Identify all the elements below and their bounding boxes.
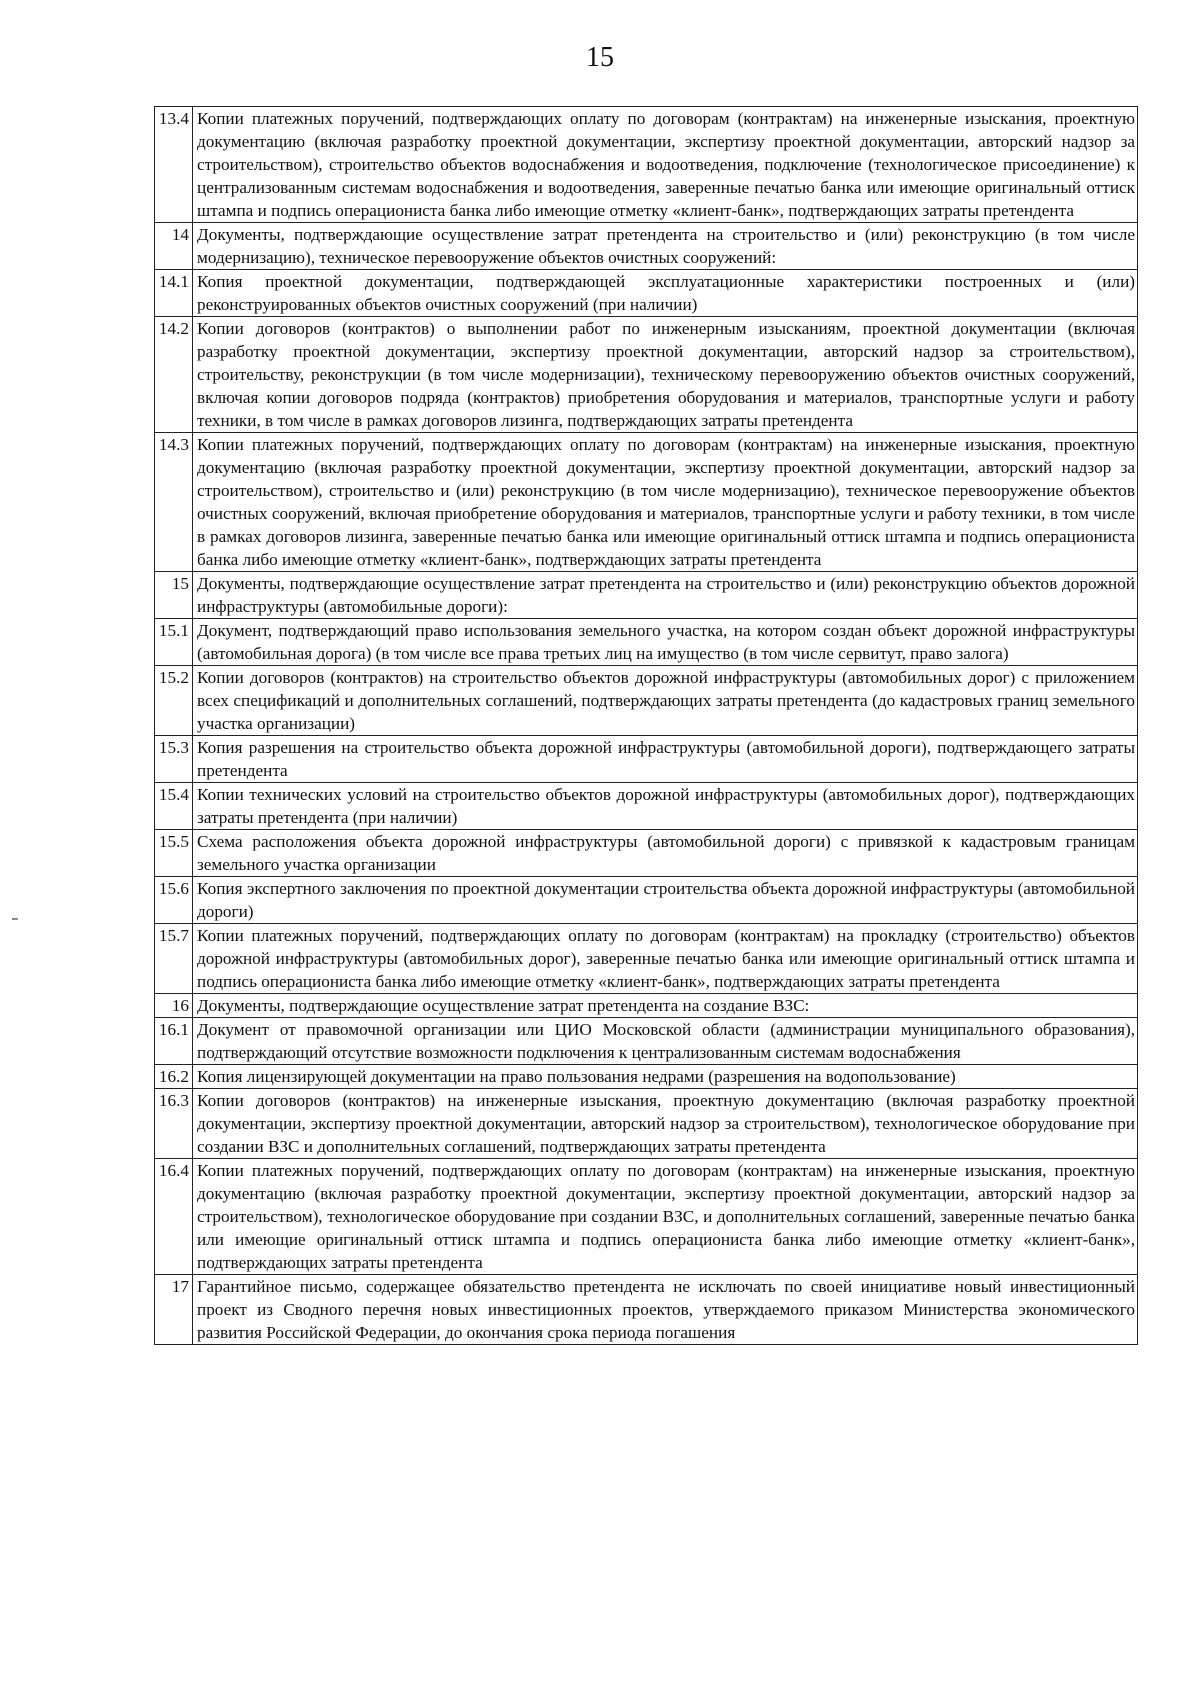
table-row: [155, 1018, 1138, 1065]
table-row: [155, 1065, 1138, 1089]
row-text: Копии технических условий на строительство объектов дорожной инфраструктуры (автомобильных дорог), подтверждающих затраты претендента (при наличии): [193, 783, 1138, 830]
row-number: 15.1: [155, 619, 193, 666]
table-row: [155, 1159, 1138, 1275]
row-number: 16.3: [155, 1089, 193, 1159]
table-row: [155, 433, 1138, 572]
row-number: 14.2: [155, 317, 193, 433]
row-text: Копия лицензирующей документации на право пользования недрами (разрешения на водопользование): [193, 1065, 1138, 1089]
row-text: Документы, подтверждающие осуществление затрат претендента на строительство и (или) реконструкцию объектов дорожной инфраструктуры (автомобильные дороги):: [193, 572, 1138, 619]
row-text: Копии платежных поручений, подтверждающих оплату по договорам (контрактам) на прокладку (строительство) объектов дорожной инфраструктуры (автомобильных дорог), заверенные печатью банка или имеющие оригинальный оттиск штампа и подпись операциониста банка либо имеющие отметку «клиент-банк», подтверждающих затраты претендента: [193, 924, 1138, 994]
row-number: 16.1: [155, 1018, 193, 1065]
table-row: [155, 877, 1138, 924]
row-number: 15.2: [155, 666, 193, 736]
row-number: 15: [155, 572, 193, 619]
table-row: [155, 666, 1138, 736]
table-row: [155, 619, 1138, 666]
row-number: 15.3: [155, 736, 193, 783]
row-number: 14: [155, 223, 193, 270]
row-number: 14.1: [155, 270, 193, 317]
row-text: Схема расположения объекта дорожной инфраструктуры (автомобильной дороги) с привязкой к кадастровым границам земельного участка организации: [193, 830, 1138, 877]
row-text: Копии договоров (контрактов) о выполнении работ по инженерным изысканиям, проектной документации (включая разработку проектной документации, экспертизу проектной документации, авторский надзор за строительством), строительству, реконструкции (в том числе модернизации), техническому перевооружению объектов очистных сооружений, включая копии договоров подряда (контрактов) приобретения оборудования и материалов, транспортные услуги и работу техники, в том числе в рамках договоров лизинга, подтверждающих затраты претендента: [193, 317, 1138, 433]
row-number: 15.5: [155, 830, 193, 877]
row-number: 15.4: [155, 783, 193, 830]
table-row: [155, 572, 1138, 619]
row-text: Копии платежных поручений, подтверждающих оплату по договорам (контрактам) на инженерные изыскания, проектную документацию (включая разработку проектной документации, экспертизу проектной документации, авторский надзор за строительством), строительство и (или) реконструкцию (в том числе модернизацию), техническое перевооружение объектов очистных сооружений, включая приобретение оборудования и материалов, транспортные услуги и работу техники, в том числе в рамках договоров лизинга, заверенные печатью банка или имеющие оригинальный оттиск штампа и подпись операциониста банка либо имеющие отметку «клиент-банк», подтверждающих затраты претендента: [193, 433, 1138, 572]
row-number: 13.4: [155, 107, 193, 223]
row-text: Копия проектной документации, подтверждающей эксплуатационные характеристики построенных и (или) реконструированных объектов очистных сооружений (при наличии): [193, 270, 1138, 317]
table-row: [155, 317, 1138, 433]
table-row: [155, 924, 1138, 994]
row-text: Копии договоров (контрактов) на инженерные изыскания, проектную документацию (включая разработку проектной документации, экспертизу проектной документации, авторский надзор за строительством), технологическое оборудование при создании ВЗС и дополнительных соглашений, подтверждающих затраты претендента: [193, 1089, 1138, 1159]
row-number: 16: [155, 994, 193, 1018]
row-number: 16.4: [155, 1159, 193, 1275]
row-text: Документ от правомочной организации или ЦИО Московской области (администрации муниципального образования), подтверждающий отсутствие возможности подключения к централизованным системам водоснабжения: [193, 1018, 1138, 1065]
row-text: Копии платежных поручений, подтверждающих оплату по договорам (контрактам) на инженерные изыскания, проектную документацию (включая разработку проектной документации, экспертизу проектной документации, авторский надзор за строительством), технологическое оборудование при создании ВЗС, и дополнительных соглашений, заверенные печатью банка или имеющие оригинальный оттиск штампа и подпись операциониста банка либо имеющие отметку «клиент-банк», подтверждающих затраты претендента: [193, 1159, 1138, 1275]
table-row: [155, 107, 1138, 223]
table-row: [155, 830, 1138, 877]
row-number: 16.2: [155, 1065, 193, 1089]
row-text: Документ, подтверждающий право использования земельного участка, на котором создан объект дорожной инфраструктуры (автомобильная дорога) (в том числе все права третьих лиц на имущество (в том числе сервитут, право залога): [193, 619, 1138, 666]
row-number: 15.6: [155, 877, 193, 924]
table-row: [155, 994, 1138, 1018]
row-number: 17: [155, 1275, 193, 1345]
table-row: [155, 1089, 1138, 1159]
page-number: 15: [586, 42, 614, 73]
row-text: Документы, подтверждающие осуществление затрат претендента на создание ВЗС:: [193, 994, 1138, 1018]
row-text: Копия экспертного заключения по проектной документации строительства объекта дорожной инфраструктуры (автомобильной дороги): [193, 877, 1138, 924]
scan-mark: [12, 918, 18, 920]
table-row: [155, 223, 1138, 270]
requirements-table: [154, 106, 1138, 1345]
row-text: Копии платежных поручений, подтверждающих оплату по договорам (контрактам) на инженерные изыскания, проектную документацию (включая разработку проектной документации, экспертизу проектной документации, авторский надзор за строительством), строительство объектов водоснабжения и водоотведения, подключение (технологическое присоединение) к централизованным системам водоснабжения и водоотведения, заверенные печатью банка или имеющие оригинальный оттиск штампа и подпись операциониста банка либо имеющие отметку «клиент-банк», подтверждающих затраты претендента: [193, 107, 1138, 223]
table-row: [155, 1275, 1138, 1345]
row-text: Гарантийное письмо, содержащее обязательство претендента не исключать по своей инициативе новый инвестиционный проект из Сводного перечня новых инвестиционных проектов, утверждаемого приказом Министерства экономического развития Российской Федерации, до окончания срока периода погашения: [193, 1275, 1138, 1345]
row-text: Копии договоров (контрактов) на строительство объектов дорожной инфраструктуры (автомобильных дорог) с приложением всех спецификаций и дополнительных соглашений, подтверждающих затраты претендента (до кадастровых границ земельного участка организации): [193, 666, 1138, 736]
row-number: 15.7: [155, 924, 193, 994]
row-text: Копия разрешения на строительство объекта дорожной инфраструктуры (автомобильной дороги), подтверждающего затраты претендента: [193, 736, 1138, 783]
table-row: [155, 736, 1138, 783]
row-number: 14.3: [155, 433, 193, 572]
table-row: [155, 783, 1138, 830]
table-row: [155, 270, 1138, 317]
row-text: Документы, подтверждающие осуществление затрат претендента на строительство и (или) реконструкцию (в том числе модернизацию), техническое перевооружение объектов очистных сооружений:: [193, 223, 1138, 270]
